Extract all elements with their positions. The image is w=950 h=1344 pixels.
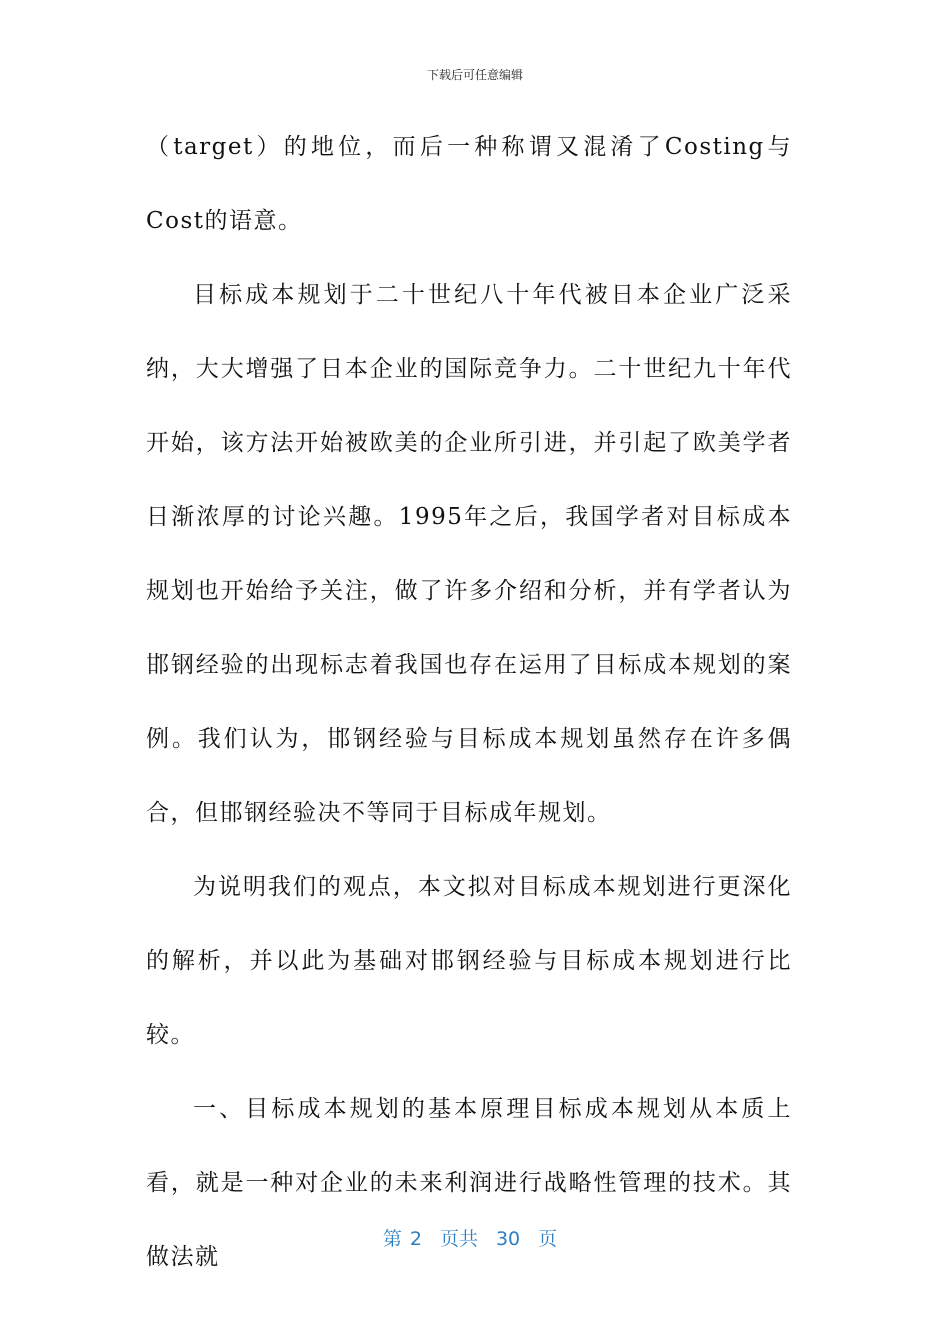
footer-suffix: 页 <box>538 1228 558 1250</box>
footer-current-page: 2 <box>409 1228 422 1250</box>
document-body <box>146 110 792 1294</box>
paragraph-purpose: 为说明我们的观点，本文拟对目标成本规划进行更深化的解析，并以此为基础对邯钢经验与目标成本规划进行比较。 <box>146 874 792 1048</box>
paragraph-continuation: （target）的地位，而后一种称谓又混淆了Costing与Cost的语意。 <box>146 134 792 234</box>
page-footer <box>0 1224 950 1251</box>
footer-middle: 页共 <box>439 1228 478 1250</box>
header-note: 下载后可任意编辑 <box>426 68 523 82</box>
footer-total-pages: 30 <box>495 1228 521 1250</box>
paragraph-target-costing-adoption: 目标成本规划于二十世纪八十年代被日本企业广泛采纳，大大增强了日本企业的国际竞争力。二十世纪九十年代开始，该方法开始被欧美的企业所引进，并引起了欧美学者日渐浓厚的讨论兴趣。1995年之后，我国学者对目标成本规划也开始给予关注，做了许多介绍和分析，并有学者认为邯钢经验的出现标志着我国也存在运用了目标成本规划的案例。我们认为，邯钢经验与目标成本规划虽然存在许多偶合，但邯钢经验决不等同于目标成年规划。 <box>146 282 792 826</box>
paragraph-section-one: 一、目标成本规划的基本原理目标成本规划从本质上看，就是一种对企业的未来利润进行战略性管理的技术。其做法就 <box>146 1096 792 1270</box>
footer-prefix: 第 <box>382 1228 402 1250</box>
